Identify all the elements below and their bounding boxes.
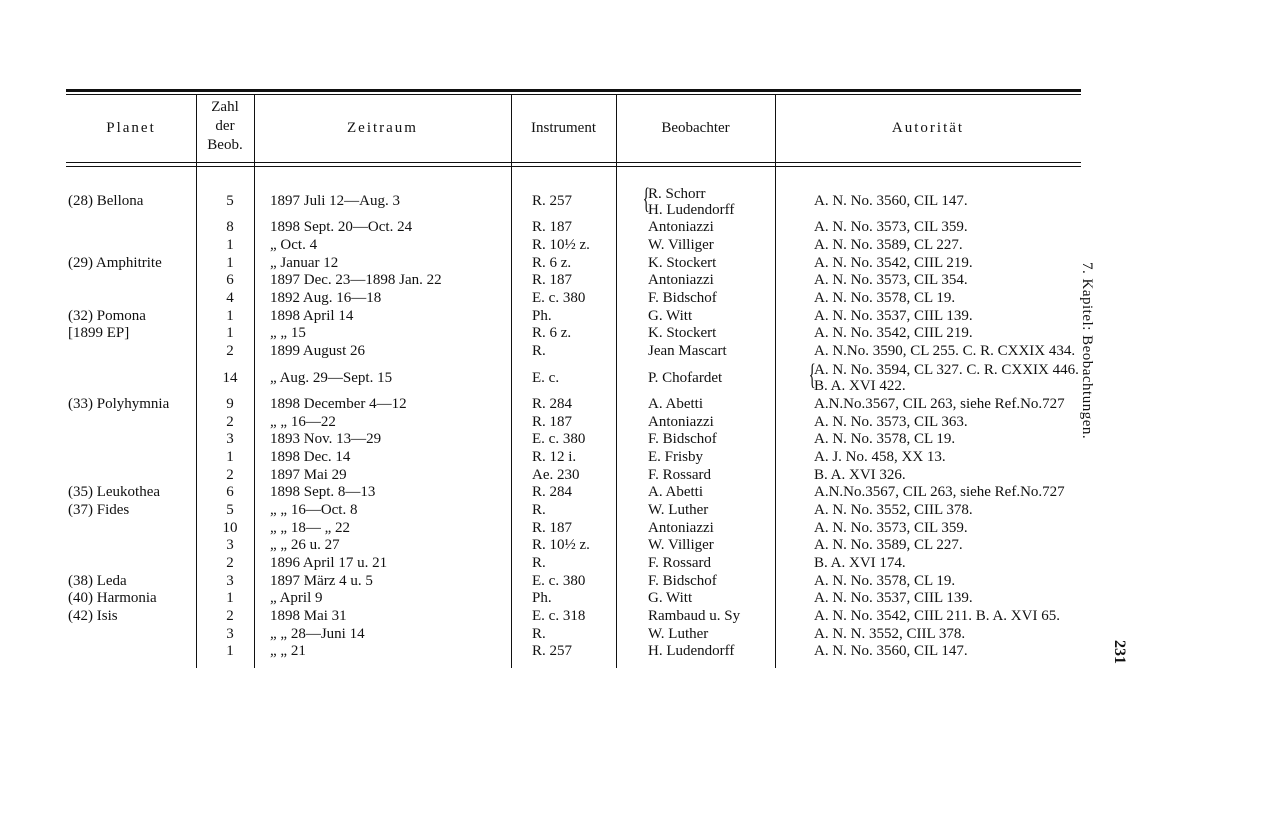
cell-planet: (33) Polyhymnia <box>68 395 170 412</box>
header-rule <box>66 162 1081 163</box>
header-instrument: Instrument <box>531 120 596 136</box>
cell-instrument: R. <box>532 501 546 518</box>
cell-planet <box>66 413 198 431</box>
cell-zahl: 1 <box>226 307 234 324</box>
cell-beobachter: F. Rossard <box>648 555 711 572</box>
cell-autoritaet: A. N. No. 3573, CIL 354. <box>814 272 968 289</box>
cell-beobachter: F. Bidschof <box>648 290 717 307</box>
cell-autoritaet: A. N. No. 3542, CIIL 211. B. A. XVI 65. <box>814 608 1060 625</box>
cell-instrument: R. <box>532 625 546 642</box>
cell-autoritaet: A. N. No. 3578, CL 19. <box>814 572 956 589</box>
cell-instrument: R. 10½ z. <box>532 237 590 254</box>
cell-beobachter: Rambaud u. Sy <box>648 608 741 625</box>
cell-beobachter: E. Frisby <box>648 448 704 465</box>
cell-autoritaet: A. N. No. 3542, CIIL 219. <box>814 254 973 271</box>
cell-autoritaet: A.N.No.3567, CIL 263, siehe Ref.No.727 <box>814 484 1065 501</box>
table-row <box>66 361 1121 396</box>
cell-beobachter: W. Villiger <box>648 237 714 254</box>
cell-planet: (28) Bellona <box>68 193 144 209</box>
cell-beobachter: G. Witt <box>648 307 693 324</box>
cell-zeitraum: „ Aug. 29—Sept. 15 <box>270 369 393 386</box>
cell-instrument: E. c. 380 <box>532 290 586 307</box>
cell-planet <box>66 272 198 290</box>
table-body <box>66 181 1121 661</box>
cell-instrument: R. 257 <box>532 643 573 660</box>
table-row <box>66 307 1121 325</box>
cell-zahl: 1 <box>226 643 234 660</box>
cell-zeitraum: „ „ 18— „ 22 <box>270 519 350 536</box>
header-zahl-line: der <box>215 118 235 134</box>
cell-beobachter: A. Abetti <box>648 484 703 501</box>
header-beobachter: Beobachter <box>661 120 730 136</box>
cell-beobachter <box>638 181 804 219</box>
cell-zahl: 10 <box>222 519 238 536</box>
cell-planet <box>66 625 198 643</box>
cell-zeitraum: „ Oct. 4 <box>270 237 318 254</box>
cell-instrument: R. 10½ z. <box>532 537 590 554</box>
table-row <box>66 590 1121 608</box>
cell-beobachter: K. Stockert <box>648 254 717 271</box>
cell-beobachter: Antoniazzi <box>648 272 714 289</box>
cell-planet: (29) Amphitrite <box>68 254 162 271</box>
cell-instrument: E. c. 318 <box>532 608 586 625</box>
header-rule-double <box>66 166 1081 167</box>
cell-planet: (37) Fides <box>68 501 130 518</box>
cell-zahl: 1 <box>226 237 234 254</box>
cell-planet <box>66 643 198 661</box>
cell-beobachter: Antoniazzi <box>648 219 714 236</box>
cell-zahl: 1 <box>226 325 234 342</box>
header-planet: Planet <box>106 120 156 136</box>
cell-zahl: 9 <box>226 395 234 412</box>
table-row <box>66 396 1121 414</box>
page-number: 231 <box>1111 640 1128 664</box>
cell-zahl: 5 <box>226 501 234 518</box>
top-rule-thin <box>66 94 1081 95</box>
table-row <box>66 608 1121 626</box>
cell-beobachter: H. Ludendorff <box>648 643 735 660</box>
cell-zahl: 3 <box>226 431 234 448</box>
cell-beobachter: W. Luther <box>648 501 709 518</box>
cell-beobachter: W. Villiger <box>648 537 714 554</box>
cell-planet <box>66 343 198 361</box>
table-row <box>66 413 1121 431</box>
cell-zahl: 2 <box>226 466 234 483</box>
cell-instrument: R. 187 <box>532 219 573 236</box>
cell-beobachter: G. Witt <box>648 590 693 607</box>
cell-zeitraum: „ „ 16—22 <box>270 413 336 430</box>
cell-instrument: R. <box>532 343 546 360</box>
cell-zeitraum: 1898 Mai 31 <box>270 608 347 625</box>
cell-zahl: 1 <box>226 254 234 271</box>
cell-beobachter: W. Luther <box>648 625 709 642</box>
table-row <box>66 254 1121 272</box>
cell-zahl: 2 <box>226 413 234 430</box>
cell-instrument: Ph. <box>532 307 552 324</box>
cell-instrument: R. 187 <box>532 272 573 289</box>
cell-autoritaet: A. N. No. 3542, CIIL 219. <box>814 325 973 342</box>
cell-zahl: 2 <box>226 343 234 360</box>
cell-zahl: 3 <box>226 537 234 554</box>
cell-beobachter: F. Rossard <box>648 466 711 483</box>
cell-zahl: 8 <box>226 219 234 236</box>
cell-zeitraum: 1899 August 26 <box>270 343 366 360</box>
cell-autoritaet: A. N. No. 3573, CIL 359. <box>814 519 968 536</box>
header-zahl <box>196 98 254 155</box>
cell-instrument: R. 187 <box>532 519 573 536</box>
cell-planet <box>66 361 198 396</box>
cell-planet <box>66 537 198 555</box>
cell-autoritaet: A. N. No. 3573, CIL 363. <box>814 413 968 430</box>
cell-beobachter-line: H. Ludendorff <box>648 201 735 218</box>
cell-planet <box>66 431 198 449</box>
cell-zeitraum: 1898 Dec. 14 <box>270 448 351 465</box>
cell-zahl: 3 <box>226 625 234 642</box>
cell-planet: [1899 EP] <box>68 325 130 342</box>
table-row <box>66 643 1121 661</box>
cell-planet <box>66 519 198 537</box>
cell-zahl: 3 <box>226 572 234 589</box>
table-row <box>66 219 1121 237</box>
cell-autoritaet: A. N. No. 3537, CIIL 139. <box>814 590 973 607</box>
table-row <box>66 272 1121 290</box>
cell-zeitraum: 1898 Sept. 20—Oct. 24 <box>270 219 413 236</box>
cell-autoritaet: B. A. XVI 326. <box>814 466 906 483</box>
cell-autoritaet: A. N. No. 3578, CL 19. <box>814 290 956 307</box>
cell-autoritaet: A. N. No. 3552, CIIL 378. <box>814 501 973 518</box>
cell-beobachter: Antoniazzi <box>648 413 714 430</box>
cell-zahl: 14 <box>222 369 238 386</box>
cell-autoritaet-lines <box>808 358 1079 394</box>
cell-instrument: R. 6 z. <box>532 325 572 342</box>
table-row <box>66 237 1121 255</box>
cell-zeitraum: 1896 April 17 u. 21 <box>270 555 388 572</box>
cell-zahl: 6 <box>226 272 234 289</box>
cell-zeitraum: 1898 Sept. 8—13 <box>270 484 376 501</box>
header-zahl-line: Beob. <box>207 137 243 153</box>
cell-instrument: R. 12 i. <box>532 448 577 465</box>
cell-zeitraum: „ Januar 12 <box>270 254 339 271</box>
table-row <box>66 502 1121 520</box>
cell-beobachter: K. Stockert <box>648 325 717 342</box>
cell-planet <box>66 290 198 308</box>
table-row <box>66 572 1121 590</box>
cell-planet <box>66 219 198 237</box>
header-zeitraum: Zeitraum <box>347 120 418 136</box>
cell-beobachter: Antoniazzi <box>648 519 714 536</box>
cell-planet: (42) Isis <box>68 608 118 625</box>
table-row <box>66 449 1121 467</box>
cell-zahl: 2 <box>226 608 234 625</box>
cell-autoritaet: A. N. No. 3589, CL 227. <box>814 537 963 554</box>
cell-autoritaet: A. N. No. 3560, CIL 147. <box>814 193 968 209</box>
cell-zahl: 6 <box>226 484 234 501</box>
header-zahl-line: Zahl <box>211 99 239 115</box>
observations-table <box>66 181 1121 661</box>
table-row <box>66 519 1121 537</box>
table-row <box>66 555 1121 573</box>
cell-planet <box>66 237 198 255</box>
cell-zeitraum: „ „ 21 <box>270 643 306 660</box>
cell-autoritaet: A. N. N. 3552, CIIL 378. <box>814 625 966 642</box>
cell-instrument: R. 257 <box>532 193 573 209</box>
cell-zahl: 1 <box>226 590 234 607</box>
cell-planet: (40) Harmonia <box>68 590 157 607</box>
cell-beobachter-line: R. Schorr <box>648 185 706 202</box>
table-row <box>66 537 1121 555</box>
table-row <box>66 325 1121 343</box>
cell-autoritaet: A. J. No. 458, XX 13. <box>814 448 946 465</box>
cell-beobachter-lines <box>642 181 735 218</box>
cell-autoritaet: A. N.No. 3590, CL 255. C. R. CXXIX 434. <box>814 343 1076 360</box>
table-row <box>66 625 1121 643</box>
running-head: 7. Kapitel: Beobachtungen. <box>1079 262 1095 440</box>
cell-instrument: R. 6 z. <box>532 254 572 271</box>
cell-zahl: 1 <box>226 448 234 465</box>
cell-autoritaet: A. N. No. 3589, CL 227. <box>814 237 963 254</box>
cell-zeitraum: „ April 9 <box>270 590 323 607</box>
cell-zeitraum: „ „ 15 <box>270 325 306 342</box>
table-row <box>66 484 1121 502</box>
cell-zeitraum: 1897 Mai 29 <box>270 466 347 483</box>
cell-zeitraum: „ „ 28—Juni 14 <box>270 625 365 642</box>
cell-instrument: R. <box>532 555 546 572</box>
cell-beobachter: F. Bidschof <box>648 431 717 448</box>
cell-beobachter: F. Bidschof <box>648 572 717 589</box>
cell-autoritaet-line: A. N. No. 3594, CL 327. C. R. CXXIX 446. <box>814 362 1079 378</box>
cell-autoritaet: A. N. No. 3537, CIIL 139. <box>814 307 973 324</box>
cell-zeitraum: „ „ 26 u. 27 <box>270 537 340 554</box>
table-row <box>66 431 1121 449</box>
cell-planet: (32) Pomona <box>68 307 146 324</box>
top-rule-thick <box>66 89 1081 92</box>
cell-autoritaet-line: B. A. XVI 422. <box>814 378 906 394</box>
table-row <box>66 466 1121 484</box>
cell-autoritaet: B. A. XVI 174. <box>814 555 906 572</box>
cell-instrument: E. c. 380 <box>532 431 586 448</box>
cell-zeitraum: 1892 Aug. 16—18 <box>270 290 382 307</box>
cell-zeitraum: „ „ 16—Oct. 8 <box>270 501 358 518</box>
cell-autoritaet: A. N. No. 3578, CL 19. <box>814 431 956 448</box>
table-row <box>66 184 1121 219</box>
cell-zeitraum: 1897 März 4 u. 5 <box>270 572 373 589</box>
cell-autoritaet: A.N.No.3567, CIL 263, siehe Ref.No.727 <box>814 395 1065 412</box>
brace-glyph: { <box>808 358 816 391</box>
cell-planet <box>66 466 198 484</box>
cell-autoritaet: A. N. No. 3573, CIL 359. <box>814 219 968 236</box>
cell-instrument: R. 284 <box>532 395 573 412</box>
cell-instrument: Ph. <box>532 590 552 607</box>
cell-beobachter: P. Chofardet <box>648 369 723 386</box>
header-autoritaet: Autorität <box>891 120 965 136</box>
cell-planet: (35) Leukothea <box>68 484 161 501</box>
cell-beobachter: Jean Mascart <box>648 343 727 360</box>
cell-beobachter: A. Abetti <box>648 395 703 412</box>
cell-zahl: 4 <box>226 290 234 307</box>
cell-instrument: E. c. 380 <box>532 572 586 589</box>
cell-zeitraum: 1897 Dec. 23—1898 Jan. 22 <box>270 272 442 289</box>
table-row <box>66 290 1121 308</box>
cell-zeitraum: 1898 April 14 <box>270 307 354 324</box>
cell-zahl: 2 <box>226 555 234 572</box>
cell-instrument: Ae. 230 <box>532 466 580 483</box>
cell-instrument: R. 187 <box>532 413 573 430</box>
table-row <box>66 343 1121 361</box>
brace-glyph: { <box>642 181 650 215</box>
cell-instrument: E. c. <box>532 369 560 386</box>
cell-instrument: R. 284 <box>532 484 573 501</box>
cell-planet <box>66 555 198 573</box>
cell-zeitraum: 1898 December 4—12 <box>270 395 407 412</box>
cell-planet: (38) Leda <box>68 572 127 589</box>
cell-planet <box>66 449 198 467</box>
cell-zahl: 5 <box>226 193 234 209</box>
cell-zeitraum: 1897 Juli 12—Aug. 3 <box>270 193 401 209</box>
cell-zeitraum: 1893 Nov. 13—29 <box>270 431 382 448</box>
cell-autoritaet <box>804 358 1121 396</box>
cell-autoritaet: A. N. No. 3560, CIL 147. <box>814 643 968 660</box>
